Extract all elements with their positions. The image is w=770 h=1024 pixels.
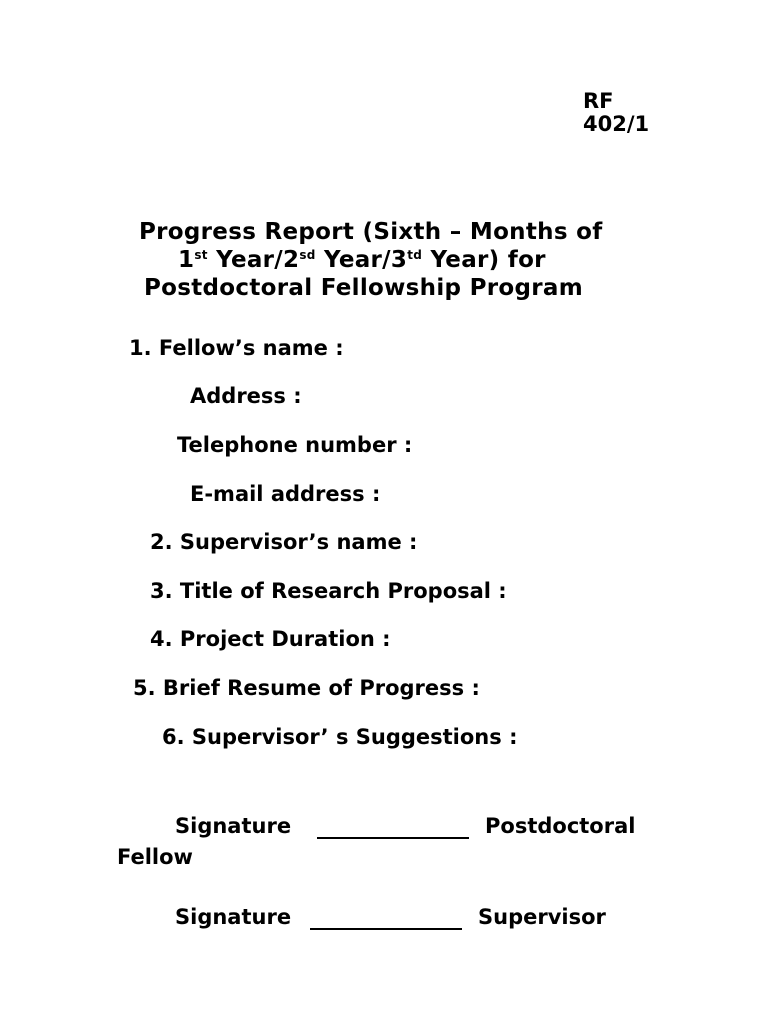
email-label: E-mail address : <box>190 482 381 506</box>
telephone-label: Telephone number : <box>177 433 413 457</box>
title-line-3: Postdoctoral Fellowship Program <box>144 275 583 301</box>
fellow-role-line1: Postdoctoral <box>485 814 636 838</box>
supervisor-signature-line <box>310 908 462 930</box>
fellow-signature-line <box>317 817 469 839</box>
fellow-signature-label: Signature <box>175 814 292 838</box>
brief-resume-label: 5. Brief Resume of Progress : <box>133 676 480 700</box>
research-title-label: 3. Title of Research Proposal : <box>150 579 507 603</box>
project-duration-label: 4. Project Duration : <box>150 627 391 651</box>
form-code-line2: 402/1 <box>583 112 650 136</box>
supervisor-name-label: 2. Supervisor’s name : <box>150 530 418 554</box>
supervisor-role: Supervisor <box>478 905 606 929</box>
supervisor-suggestions-label: 6. Supervisor’ s Suggestions : <box>162 725 518 749</box>
title-line-1: Progress Report (Sixth – Months of <box>139 219 603 245</box>
supervisor-signature-label: Signature <box>175 905 292 929</box>
fellow-name-label: 1. Fellow’s name : <box>129 336 344 360</box>
fellow-role-line2: Fellow <box>117 845 193 869</box>
address-label: Address : <box>190 384 302 408</box>
form-code-line1: RF <box>583 89 614 113</box>
title-line-2: 1st Year/$2^{sd}$ Year/$3^{td}$ Year) for <box>178 247 546 273</box>
